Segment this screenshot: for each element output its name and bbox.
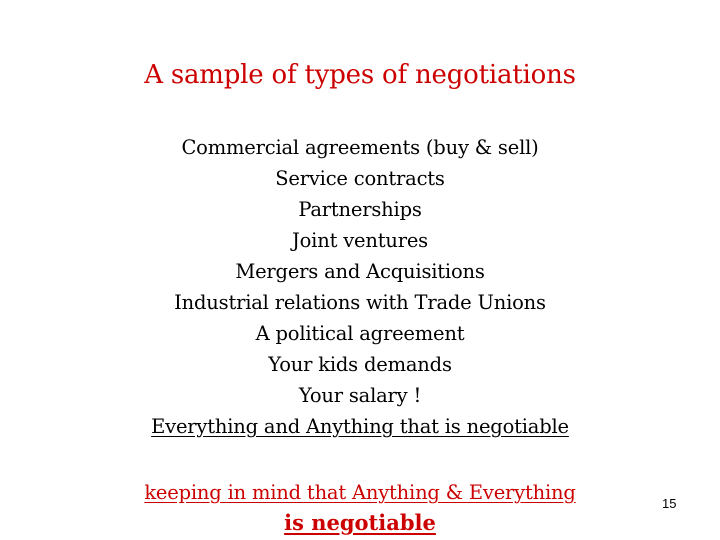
footer-note-line1: keeping in mind that Anything & Everything xyxy=(144,481,576,504)
list-item: Joint ventures xyxy=(292,229,428,252)
list-item: Partnerships xyxy=(298,198,422,221)
page-number: 15 xyxy=(662,496,677,511)
list-item: Industrial relations with Trade Unions xyxy=(174,291,546,314)
footer-note xyxy=(0,478,720,538)
slide-title: A sample of types of negotiations xyxy=(144,60,576,90)
list-item: Service contracts xyxy=(275,167,445,190)
footer-note-line2: is negotiable xyxy=(284,510,436,535)
list-item: Commercial agreements (buy & sell) xyxy=(181,136,539,159)
list-item: Your kids demands xyxy=(268,353,452,376)
list-item-summary: Everything and Anything that is negotiable xyxy=(151,415,569,438)
list-item: Mergers and Acquisitions xyxy=(235,260,485,283)
list-item: A political agreement xyxy=(255,322,465,345)
list-item: Your salary ! xyxy=(298,384,422,407)
negotiation-types-list xyxy=(0,132,720,442)
